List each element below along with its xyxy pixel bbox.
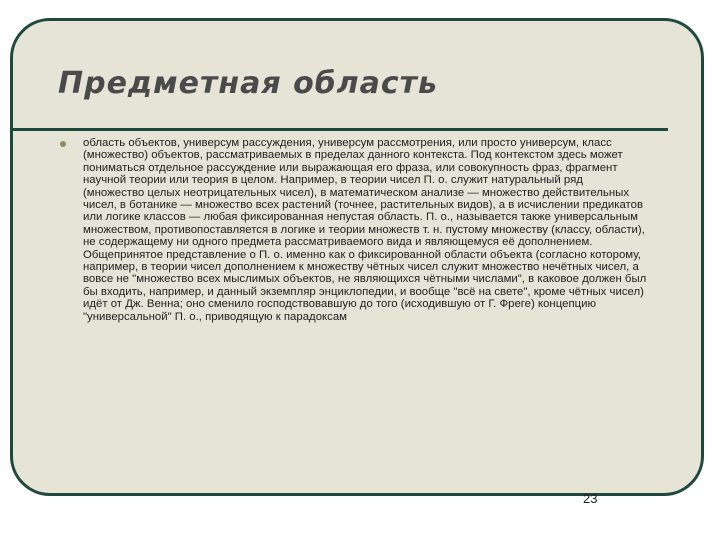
page-number: 23 <box>583 491 598 506</box>
bullet-icon <box>60 141 66 147</box>
title-underline <box>13 128 668 131</box>
slide-title: Предметная область <box>58 66 439 101</box>
body-paragraph: область объектов, универсум рассуждения, универсум рассмотрения, или просто универсум, класс (множество) объектов, рассматриваемых в пределах данного контекста. Под контекстом здесь может пониматься отдельное рассуждение или выражающая его фраза, или совокупность фраз, фрагмент научной теории или теория в целом. Например, в теории чисел П. о. служит натуральный ряд (множество целых неотрицательных чисел), в математическом анализе — множество действительных чисел, в ботанике — множество всех растений (точнее, растительных видов), а в исчислении предикатов или логике классов — любая фиксированная непустая область. П. о., называется также универсальным множеством, противопоставляется в логике и теории множеств т. н. пустому множеству (классу, области), не содержащему ни одного предмета рассматриваемого вида и являющемуся её дополнением. Общепринятое представление о П. о. именно как о фиксированной области объекта (согласно которому, например, в теории чисел дополнением к множеству чётных чисел служит множество нечётных чисел, а вовсе не "множество всех мыслимых объектов, не являющихся чётными числами", в каковое должен был бы входить, например, и данный экземпляр энциклопедии, и вообще "всё на свете", кроме чётных чисел) идёт от Дж. Венна; оно сменило господствовавшую до того (исходившую от Г. Фреге) концепцию "универсальной" П. о., приводящую к парадоксам <box>83 137 647 323</box>
